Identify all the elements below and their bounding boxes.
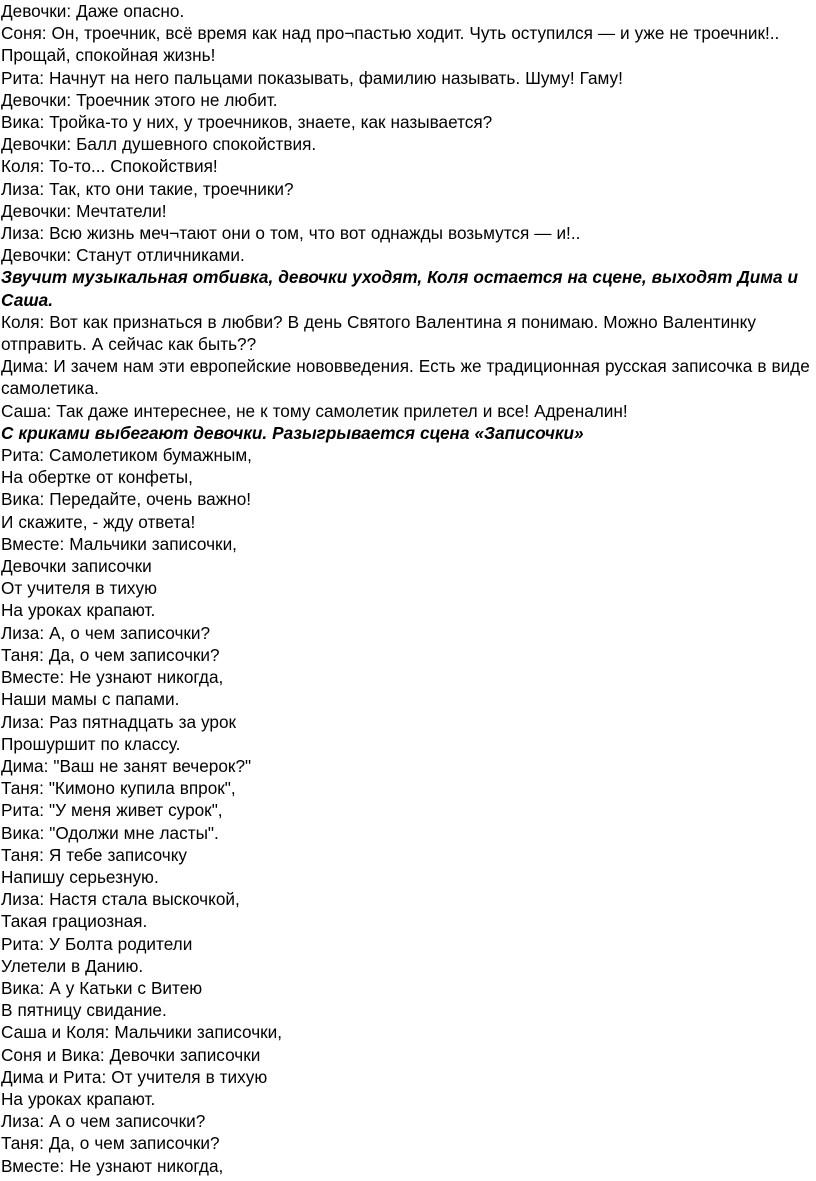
- dialogue-line: Лиза: А о чем записочки?: [1, 1111, 206, 1132]
- dialogue-line: Вика: Тройка-то у них, у троечников, знаете, как называется?: [1, 112, 493, 133]
- dialogue-line: Таня: Да, о чем записочки?: [1, 644, 220, 665]
- dialogue-line: Девочки: Даже опасно.: [1, 1, 185, 21]
- dialogue-line: Вика: А у Катьки с Витею: [1, 977, 203, 998]
- dialogue-line: Вместе: Мальчики записочки,: [1, 533, 237, 554]
- dialogue-line: Дима: "Ваш не занят вечерок?": [1, 755, 252, 776]
- dialogue-line: Лиза: Так, кто они такие, троечники?: [1, 178, 294, 199]
- dialogue-line: Вика: Передайте, очень важно!: [1, 489, 252, 510]
- stage-direction: Звучит музыкальная отбивка, девочки уходят, Коля остается на сцене, выходят Дима и Саша.: [1, 267, 799, 310]
- dialogue-line: Таня: Я тебе записочку: [1, 844, 188, 865]
- dialogue-line: Рита: У Болта родители: [1, 933, 193, 954]
- dialogue-line: Саша и Коля: Мальчики записочки,: [1, 1022, 283, 1043]
- dialogue-line: Вместе: Не узнают никогда,: [1, 1155, 224, 1176]
- dialogue-line: Дима: И зачем нам эти европейские нововведения. Есть же традиционная русская записочка в виде самолетика.: [1, 356, 810, 399]
- dialogue-line: Напишу серьезную.: [1, 866, 159, 887]
- dialogue-line: Девочки: Троечник этого не любит.: [1, 89, 278, 110]
- dialogue-line: Лиза: Раз пятнадцать за урок: [1, 711, 237, 732]
- dialogue-line: Девочки записочки: [1, 556, 152, 577]
- dialogue-line: На уроках крапают.: [1, 1088, 156, 1109]
- dialogue-line: Вика: "Одолжи мне ласты".: [1, 822, 219, 843]
- stage-direction: С криками выбегают девочки. Разыгрывается сцена «Записочки»: [1, 422, 584, 443]
- dialogue-line: Прошуршит по классу.: [1, 733, 181, 754]
- dialogue-line: От учителя в тихую: [1, 578, 158, 599]
- dialogue-line: Такая грациозная.: [1, 911, 148, 932]
- dialogue-line: Лиза: А, о чем записочки?: [1, 622, 211, 643]
- dialogue-line: Саша: Так даже интереснее, не к тому самолетик прилетел и все! Адреналин!: [1, 400, 628, 421]
- dialogue-line: Вместе: Не узнают никогда,: [1, 667, 224, 688]
- dialogue-line: Лиза: Всю жизнь меч¬тают они о том, что вот однажды возьмутся — и!..: [1, 223, 581, 244]
- dialogue-line: Коля: То-то... Спокойствия!: [1, 156, 218, 177]
- dialogue-line: Девочки: Мечтатели!: [1, 200, 167, 221]
- dialogue-line: Девочки: Балл душевного спокойствия.: [1, 134, 317, 155]
- dialogue-line: На уроках крапают.: [1, 600, 156, 621]
- dialogue-line: Девочки: Станут отличниками.: [1, 245, 245, 266]
- dialogue-line: Улетели в Данию.: [1, 955, 144, 976]
- dialogue-line: И скажите, - жду ответа!: [1, 511, 196, 532]
- dialogue-line: Соня и Вика: Девочки записочки: [1, 1044, 261, 1065]
- dialogue-line: Таня: "Кимоно купила впрок",: [1, 778, 236, 799]
- dialogue-line: Таня: Да, о чем записочки?: [1, 1133, 220, 1154]
- dialogue-line: Соня: Он, троечник, всё время как над про¬пастью ходит. Чуть оступился — и уже не троечник!.. Прощай, спокойная жизнь!: [1, 23, 780, 66]
- dialogue-line: Коля: Вот как признаться в любви? В день Святого Валентина я понимаю. Можно Валентинку отправить. А сейчас как быть??: [1, 311, 756, 355]
- dialogue-line: Лиза: Настя стала выскочкой,: [1, 889, 240, 910]
- dialogue-line: Рита: "У меня живет сурок",: [1, 800, 223, 821]
- dialogue-line: Рита: Начнут на него пальцами показывать, фамилию называть. Шуму! Гаму!: [1, 67, 623, 88]
- dialogue-line: На обертке от конфеты,: [1, 467, 193, 488]
- dialogue-line: Дима и Рита: От учителя в тихую: [1, 1066, 268, 1087]
- dialogue-line: Рита: Самолетиком бумажным,: [1, 445, 252, 466]
- dialogue-line: В пятницу свидание.: [1, 1000, 167, 1021]
- dialogue-line: Наши мамы с папами.: [1, 689, 180, 710]
